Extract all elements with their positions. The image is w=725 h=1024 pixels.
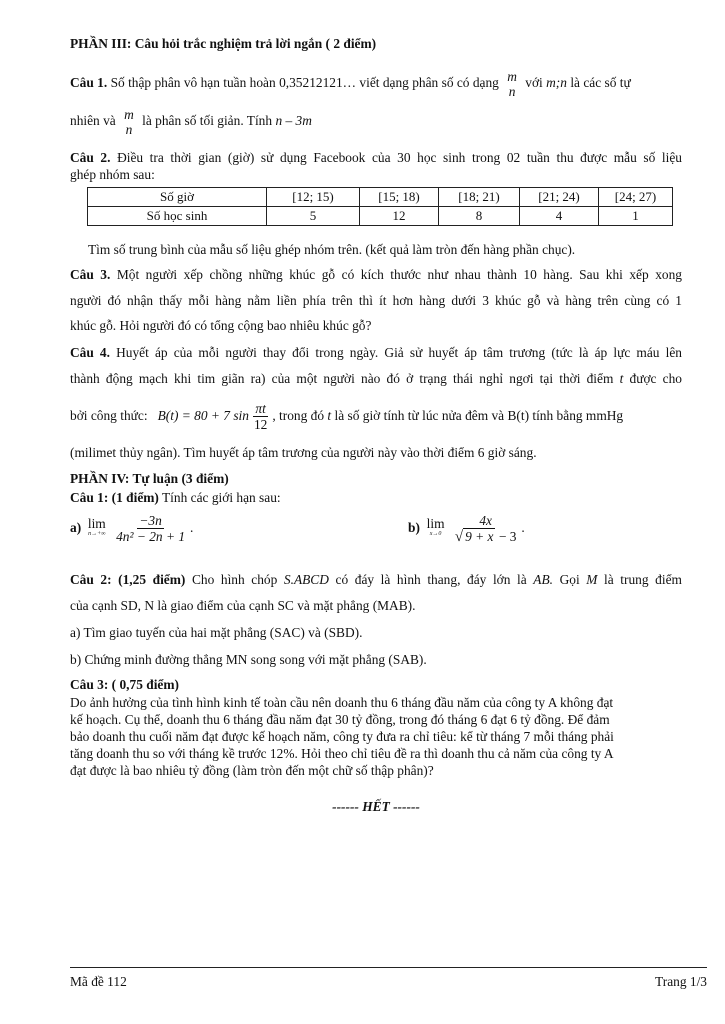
part4-q1-title: Câu 1: (1 điểm) Tính các giới hạn sau:: [70, 490, 281, 505]
table-cell: [15; 18): [360, 188, 439, 207]
part4-q3-line: Do ảnh hưởng của tình hình kinh tế toàn cầu nên doanh thu 6 tháng đầu năm của công ty A không đạt: [70, 695, 614, 710]
table-cell: 4: [520, 207, 599, 226]
part4-q2-line2: của cạnh SD, N là giao điểm của cạnh SC và mặt phẳng (MAB).: [70, 598, 416, 613]
part4-q2-line1: Câu 2: (1,25 điểm) Cho hình chóp S.ABCD có đáy là hình thang, đáy lớn là AB. Gọi M là trung điểm: [70, 572, 682, 587]
frequency-table: [87, 187, 673, 226]
part3-q2-line2: ghép nhóm sau:: [70, 167, 155, 182]
page-number: Trang 1/3: [655, 974, 707, 989]
sqrt-icon: √: [454, 528, 464, 545]
formula-bt: B(t) = 80 + 7 sin: [157, 408, 249, 423]
part3-q1-line1: Câu 1. Số thập phân vô hạn tuần hoàn 0,35212121… viết dạng phân số có dạng m n với m;n là các số tự: [70, 68, 631, 99]
part4-q1-a: a) lim n→+∞ $\frac{-3n}{\text{4n² − 2n + 1}}$ .: [70, 513, 194, 545]
fraction-limit-b: $\frac{4x}{√ 9 + x - 3}$: [454, 512, 517, 545]
part3-q3-line1: Câu 3. Một người xếp chồng những khúc gỗ có kích thước như nhau thành 10 hàng. Sau khi xếp xong: [70, 267, 682, 282]
part3-heading: PHẦN III: Câu hỏi trắc nghiệm trả lời ngắn ( 2 điểm): [70, 36, 377, 51]
part4-q3-line: kế hoạch. Cụ thể, doanh thu 6 tháng đầu năm đạt 30 tỷ đồng, trong đó tháng 6 đạt 6 tỷ đồng. Để đảm: [70, 712, 610, 727]
limit-b: lim x→0: [426, 515, 445, 537]
part4-q1-b: b) lim x→0 $\frac{4x}{√ 9 + x - 3}$ .: [408, 512, 525, 545]
fraction-limit-a: $\frac{-3n}{\text{4n² − 2n + 1}}$: [116, 513, 186, 545]
table-cell: [12; 15): [267, 188, 360, 207]
part3-q4-line3: bởi công thức: B(t) = 80 + 7 sin $\frac{\pi t}{12}$ , trong đó t là số giờ tính từ lúc nửa đêm và B(t) tính bằng mmHg: [70, 401, 624, 433]
part3-q2-question: Tìm số trung bình của mẫu số liệu ghép nhóm trên. (kết quả làm tròn đến hàng phần chục).: [88, 242, 576, 257]
part4-q3-title: Câu 3: ( 0,75 điểm): [70, 677, 179, 692]
part3-q4-line4: (milimet thủy ngân). Tìm huyết áp tâm trương của người này vào thời điểm 6 giờ sáng.: [70, 445, 537, 460]
part4-q3-line: bảo doanh thu cuối năm đạt được kế hoạch năm, công ty đưa ra chỉ tiêu: kể từ tháng 7 mỗi tháng phải: [70, 729, 614, 744]
table-cell: 5: [267, 207, 360, 226]
table-row: [88, 207, 673, 226]
part4-heading: PHẦN IV: Tự luận (3 điểm): [70, 471, 229, 486]
table-cell: [18; 21): [439, 188, 520, 207]
limit-a: lim n→+∞: [87, 515, 106, 537]
fraction-m-n-2: m n: [124, 106, 134, 137]
table-header-students: Số học sinh: [88, 207, 267, 226]
end-mark: ------ HẾT ------: [332, 799, 420, 814]
page-footer: [70, 967, 707, 989]
part3-q3-line3: khúc gỗ. Hỏi người đó có tổng cộng bao nhiêu khúc gỗ?: [70, 318, 372, 333]
table-cell: [24; 27): [599, 188, 673, 207]
exam-code: Mã đề 112: [70, 974, 127, 989]
part3-q2-line1: Câu 2. Điều tra thời gian (giờ) sử dụng Facebook của 30 học sinh trong 02 tuần thu được mẫu số liệu: [70, 150, 682, 165]
part4-q3-line: tăng doanh thu so với tháng kề trước 12%. Hỏi theo chỉ tiêu đề ra thì doanh thu cả năm của công ty A: [70, 746, 614, 761]
table-cell: 1: [599, 207, 673, 226]
table-header-hours: Số giờ: [88, 188, 267, 207]
table-cell: [21; 24): [520, 188, 599, 207]
part3-q3-line2: người đó nhận thấy mỗi hàng nằm liền phía trên thì ít hơn hàng dưới 3 khúc gỗ và hàng trên cùng có 1: [70, 293, 682, 308]
part4-q2-a: a) Tìm giao tuyến của hai mặt phẳng (SAC) và (SBD).: [70, 625, 363, 640]
part4-q3-line: đạt được là bao nhiêu tỷ đồng (làm tròn đến một chữ số thập phân)?: [70, 763, 434, 778]
part3-q4-line2: thành động mạch khi tim giãn ra) của một người nào đó ở trạng thái nghỉ ngơi tại thời điểm t được cho: [70, 371, 682, 386]
table-cell: 8: [439, 207, 520, 226]
fraction-m-n: m n: [507, 68, 517, 99]
table-cell: 12: [360, 207, 439, 226]
fraction-pi-t-12: $\frac{\pi t}{12}$: [253, 401, 268, 433]
part4-q2-b: b) Chứng minh đường thẳng MN song song với mặt phẳng (SAB).: [70, 652, 427, 667]
table-row: [88, 188, 673, 207]
part3-q4-line1: Câu 4. Huyết áp của mỗi người thay đổi trong ngày. Giả sử huyết áp tâm trương (tức là áp lực máu lên: [70, 345, 682, 360]
part3-q1-line2: nhiên và m n là phân số tối giản. Tính n – 3m: [70, 106, 312, 137]
